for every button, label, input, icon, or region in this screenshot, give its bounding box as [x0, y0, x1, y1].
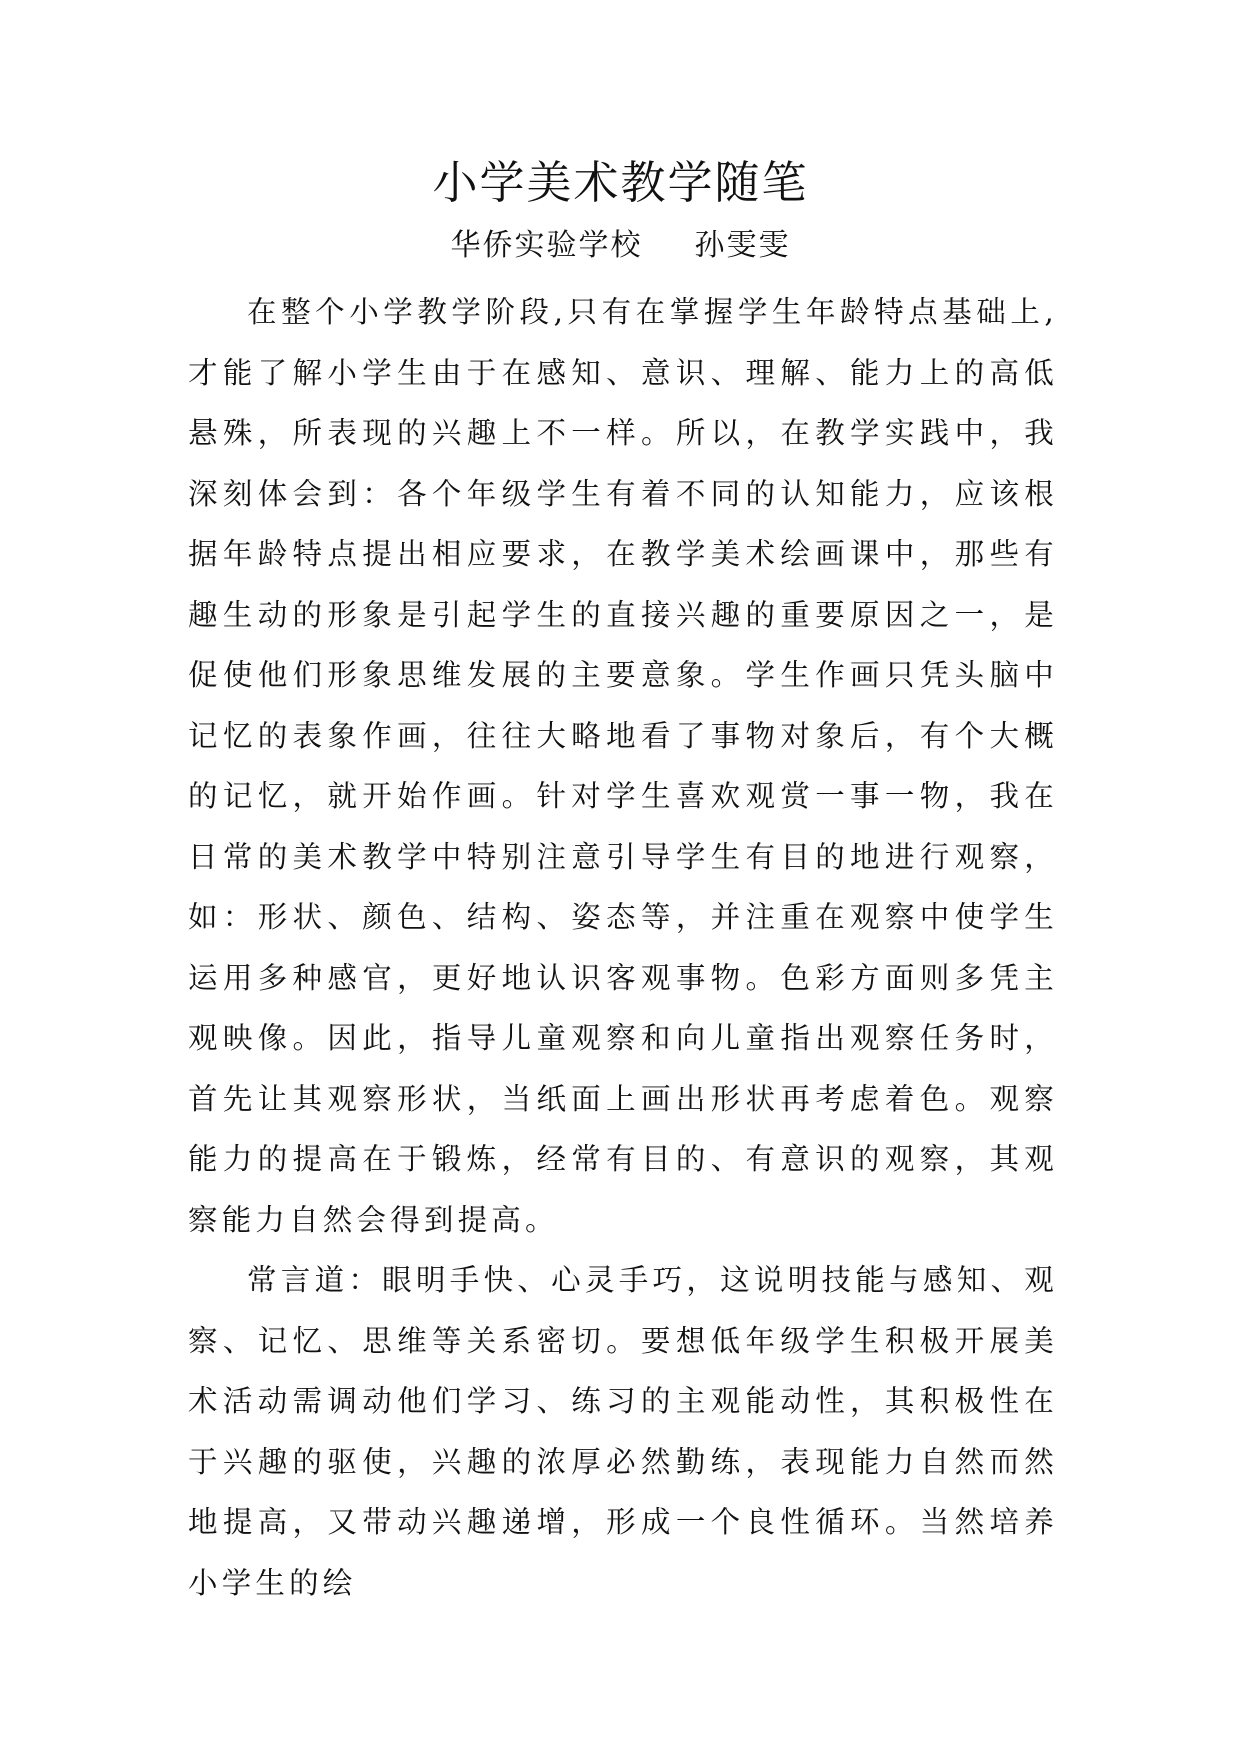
paragraph-1: 在整个小学教学阶段,只有在掌握学生年龄特点基础上,才能了解小学生由于在感知、意识、理解、能力上的高低悬殊，所表现的兴趣上不一样。所以，在教学实践中，我深刻体会到：各个年级学生有着不同的认知能力，应该根据年龄特点提出相应要求，在教学美术绘画课中，那些有趣生动的形象是引起学生的直接兴趣的重要原因之一，是促使他们形象思维发展的主要意象。学生作画只凭头脑中记忆的表象作画，往往大略地看了事物对象后，有个大概的记忆，就开始作画。针对学生喜欢观赏一事一物，我在日常的美术教学中特别注意引导学生有目的地进行观察，如：形状、颜色、结构、姿态等，并注重在观察中使学生运用多种感官，更好地认识客观事物。色彩方面则多凭主观映像。因此，指导儿童观察和向儿童指出观察任务时，首先让其观察形状，当纸面上画出形状再考虑着色。观察能力的提高在于锻炼，经常有目的、有意识的观察，其观察能力自然会得到提高。 [188, 295, 1058, 1237]
byline-author: 孙雯雯 [694, 228, 791, 263]
byline-school: 华侨实验学校 [450, 228, 643, 263]
paragraph-2: 常言道：眼明手快、心灵手巧，这说明技能与感知、观察、记忆、思维等关系密切。要想低年级学生积极开展美术活动需调动他们学习、练习的主观能动性，其积极性在于兴趣的驱使，兴趣的浓厚必然勤练，表现能力自然而然地提高，又带动兴趣递增，形成一个良性循环。当然培养小学生的绘 [188, 1263, 1058, 1600]
document-title: 小学美术教学随笔 [432, 156, 809, 209]
byline [0, 225, 1241, 267]
document-body [188, 282, 1058, 1613]
